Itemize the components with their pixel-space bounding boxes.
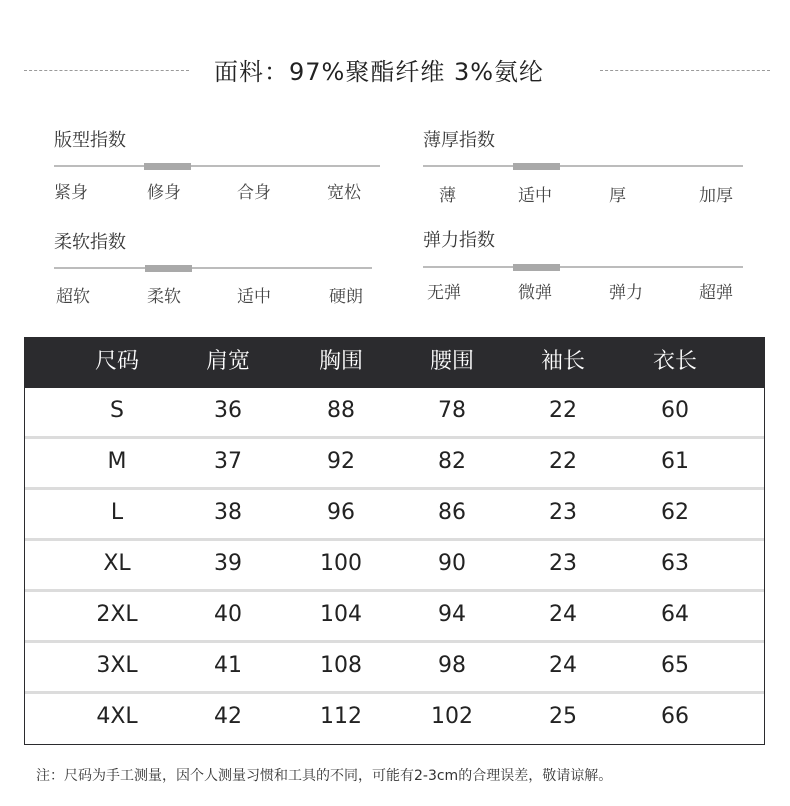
header-size: 尺码 — [94, 349, 139, 374]
fit-index-label: 版型指数 — [54, 130, 126, 151]
dotted-divider-left — [24, 70, 189, 71]
cell-sleeve: 22 — [549, 449, 577, 474]
cell-length: 65 — [661, 653, 689, 678]
thickness-level-2: 适中 — [518, 186, 552, 206]
fit-level-1: 紧身 — [54, 183, 88, 203]
cell-length: 63 — [661, 551, 689, 576]
cell-waist: 86 — [438, 500, 466, 525]
softness-index — [54, 228, 384, 308]
softness-index-label: 柔软指数 — [54, 232, 126, 253]
cell-waist: 90 — [438, 551, 466, 576]
cell-length: 64 — [661, 602, 689, 627]
cell-sleeve: 23 — [549, 551, 577, 576]
cell-sleeve: 24 — [549, 653, 577, 678]
softness-level-1: 超软 — [56, 287, 90, 307]
cell-waist: 78 — [438, 398, 466, 423]
thickness-index-label: 薄厚指数 — [423, 130, 495, 151]
header-chest: 胸围 — [318, 349, 363, 374]
elasticity-level-4: 超弹 — [699, 283, 733, 303]
fabric-composition: 面料：97%聚酯纤维 3%氨纶 — [214, 58, 545, 86]
elasticity-level-1: 无弹 — [427, 283, 461, 303]
cell-chest: 104 — [320, 602, 362, 627]
cell-waist: 98 — [438, 653, 466, 678]
fit-level-4: 宽松 — [327, 183, 361, 203]
cell-waist: 102 — [431, 704, 473, 729]
cell-chest: 96 — [327, 500, 355, 525]
softness-index-track — [54, 267, 372, 269]
cell-shoulder: 39 — [214, 551, 242, 576]
cell-length: 60 — [661, 398, 689, 423]
thickness-level-4: 加厚 — [699, 186, 733, 206]
fit-level-3: 合身 — [237, 183, 271, 203]
thickness-index-track — [423, 165, 743, 167]
cell-waist: 94 — [438, 602, 466, 627]
table-row — [25, 694, 764, 745]
cell-size: 3XL — [96, 653, 138, 678]
fabric-title-row — [24, 52, 770, 88]
cell-length: 66 — [661, 704, 689, 729]
cell-chest: 92 — [327, 449, 355, 474]
cell-shoulder: 36 — [214, 398, 242, 423]
softness-level-2: 柔软 — [147, 287, 181, 307]
table-header — [25, 338, 764, 388]
cell-size: M — [107, 449, 127, 474]
elasticity-level-3: 弹力 — [609, 283, 643, 303]
fit-index — [54, 126, 384, 206]
cell-chest: 88 — [327, 398, 355, 423]
header-sleeve: 袖长 — [540, 349, 585, 374]
header-shoulder: 肩宽 — [205, 349, 250, 374]
dotted-divider-right — [600, 70, 770, 71]
cell-size: L — [110, 500, 124, 525]
cell-shoulder: 40 — [214, 602, 242, 627]
thickness-index — [423, 126, 753, 206]
elasticity-index-track — [423, 266, 743, 268]
cell-size: S — [110, 398, 124, 423]
thickness-level-3: 厚 — [609, 186, 626, 206]
thickness-index-marker — [513, 163, 560, 170]
header-length: 衣长 — [652, 349, 697, 374]
softness-level-3: 适中 — [237, 287, 271, 307]
size-chart-table — [24, 337, 765, 745]
cell-sleeve: 25 — [549, 704, 577, 729]
header-waist: 腰围 — [429, 349, 474, 374]
table-row — [25, 541, 764, 592]
cell-waist: 82 — [438, 449, 466, 474]
fit-index-track — [54, 165, 380, 167]
cell-size: XL — [103, 551, 131, 576]
table-row — [25, 388, 764, 439]
cell-shoulder: 41 — [214, 653, 242, 678]
cell-shoulder: 42 — [214, 704, 242, 729]
table-row — [25, 439, 764, 490]
fit-level-2: 修身 — [147, 183, 181, 203]
cell-length: 61 — [661, 449, 689, 474]
softness-index-marker — [145, 265, 192, 272]
cell-length: 62 — [661, 500, 689, 525]
cell-size: 2XL — [96, 602, 138, 627]
elasticity-index-label: 弹力指数 — [423, 230, 495, 251]
cell-chest: 100 — [320, 551, 362, 576]
elasticity-level-2: 微弹 — [518, 283, 552, 303]
cell-sleeve: 23 — [549, 500, 577, 525]
cell-shoulder: 38 — [214, 500, 242, 525]
table-row — [25, 643, 764, 694]
table-row — [25, 592, 764, 643]
cell-sleeve: 22 — [549, 398, 577, 423]
cell-sleeve: 24 — [549, 602, 577, 627]
measurement-note: 注：尺码为手工测量，因个人测量习惯和工具的不同，可能有2-3cm的合理误差，敬请谅解。 — [36, 768, 613, 784]
thickness-level-1: 薄 — [439, 186, 456, 206]
cell-chest: 112 — [320, 704, 362, 729]
softness-level-4: 硬朗 — [329, 287, 363, 307]
fit-index-marker — [144, 163, 191, 170]
elasticity-index — [423, 226, 753, 306]
cell-chest: 108 — [320, 653, 362, 678]
cell-size: 4XL — [96, 704, 138, 729]
table-row — [25, 490, 764, 541]
cell-shoulder: 37 — [214, 449, 242, 474]
elasticity-index-marker — [513, 264, 560, 271]
